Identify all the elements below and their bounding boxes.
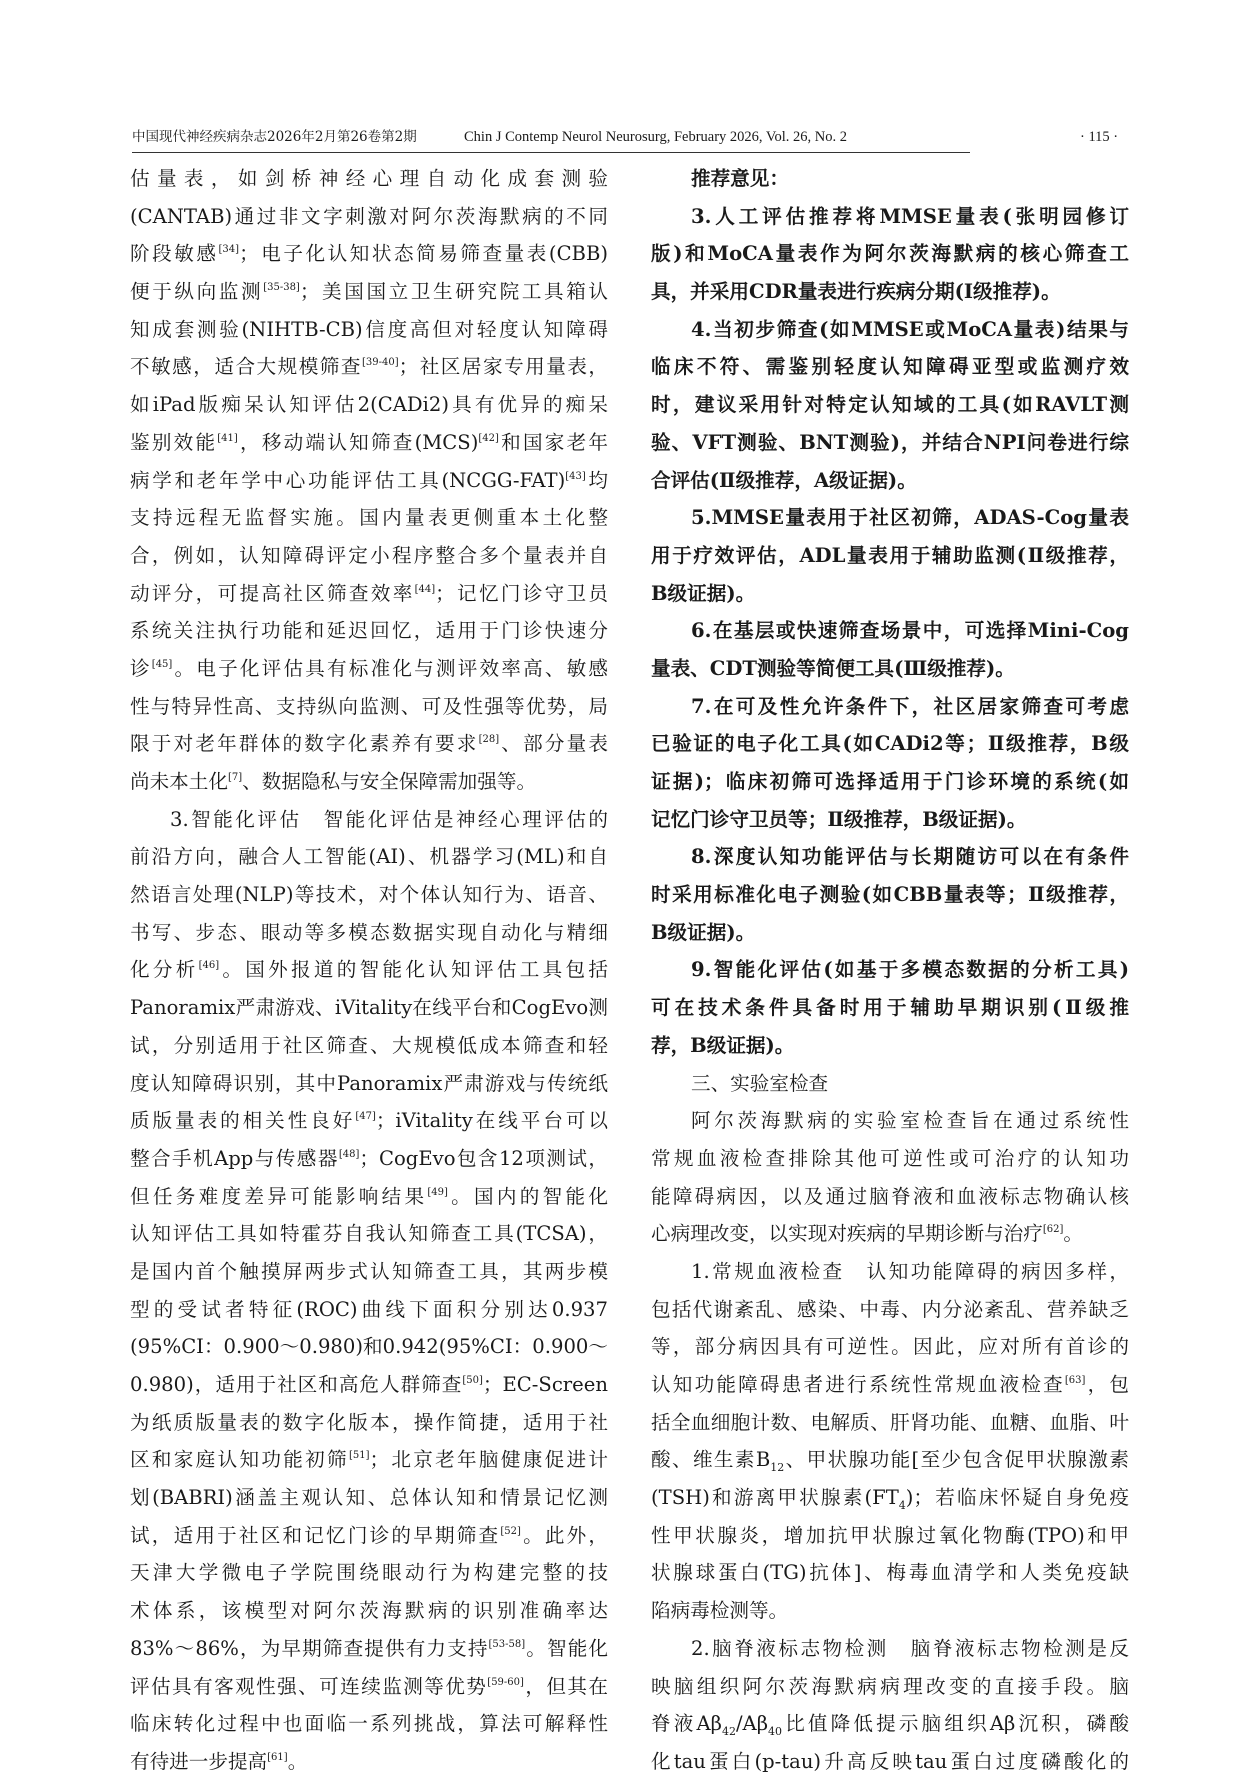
- text-segment: 。电子化评估具有标准化与测评效率高、敏感: [172, 656, 608, 680]
- text-segment: 具，并采用CDR量表进行疾病分期(Ⅰ级推荐)。: [651, 280, 1061, 304]
- text-segment: 1.常规血液检查 认知功能障碍的病因多样，: [691, 1259, 1129, 1283]
- text-line: [651, 235, 1129, 273]
- text-line: [130, 273, 608, 311]
- text-segment: 阶段敏感: [130, 242, 219, 266]
- page-number: · 115 ·: [1080, 129, 1119, 145]
- text-segment: ，但其在: [523, 1674, 608, 1698]
- citation-ref: [28]: [478, 734, 500, 746]
- text-segment: B级证据)。: [651, 920, 756, 944]
- text-line: [130, 688, 608, 726]
- subscript: 42: [721, 1725, 736, 1739]
- text-segment: 时，建议采用针对特定认知域的工具(如RAVLT测: [651, 393, 1129, 417]
- text-segment: 性与特异性高、支持纵向监测、可及性强等优势，局: [130, 694, 608, 718]
- text-segment: 化分析: [130, 958, 199, 982]
- text-segment: 等，部分病因具有可逆性。因此，应对所有首诊的: [651, 1335, 1129, 1359]
- text-segment: 估量表，如剑桥神经心理自动化成套测验: [130, 167, 608, 190]
- text-segment: (CANTAB)通过非文字刺激对阿尔茨海默病的不同: [130, 204, 608, 228]
- citation-ref: [44]: [414, 583, 436, 595]
- text-segment: 括全血细胞计数、电解质、肝肾功能、血糖、血脂、叶: [651, 1410, 1129, 1434]
- text-segment: 能障碍病因，以及通过脑脊液和血液标志物确认核: [651, 1184, 1129, 1208]
- text-segment: Panoramix严肃游戏、iVitality在线平台和CogEvo测: [130, 996, 608, 1020]
- text-line: [130, 1215, 608, 1253]
- text-segment: 便于纵向监测: [130, 280, 264, 304]
- citation-ref: [42]: [478, 432, 499, 444]
- text-segment: 限于对老年群体的数字化素养有要求: [130, 732, 479, 756]
- text-line: [130, 1065, 608, 1103]
- text-line: [130, 1743, 608, 1781]
- text-line: [130, 1630, 608, 1668]
- text-line: [130, 1102, 608, 1140]
- text-line: [130, 838, 608, 876]
- text-segment: 是国内首个触摸屏两步式认知筛查工具，其两步模: [130, 1259, 608, 1283]
- subscript: 40: [768, 1725, 783, 1739]
- text-line: [651, 1517, 1129, 1555]
- text-segment: 2.脑脊液标志物检测 脑脊液标志物检测是反: [691, 1636, 1129, 1660]
- text-line: [651, 499, 1129, 537]
- text-line: [651, 612, 1129, 650]
- text-line: [651, 1291, 1129, 1329]
- text-segment: 化tau蛋白(p-tau)升高反映tau蛋白过度磷酸化的: [651, 1749, 1129, 1773]
- text-segment: 不敏感，适合大规模筛查: [130, 355, 362, 379]
- text-segment: 阿尔茨海默病的实验室检查旨在通过系统性: [691, 1109, 1129, 1133]
- text-segment: 包括代谢紊乱、感染、中毒、内分泌紊乱、营养缺乏: [651, 1297, 1129, 1321]
- text-line: [130, 348, 608, 386]
- text-line: [651, 725, 1129, 763]
- text-line: [130, 1517, 608, 1555]
- text-line: [651, 989, 1129, 1027]
- text-segment: 酸、维生素B: [651, 1448, 771, 1472]
- citation-ref: [52]: [500, 1525, 521, 1537]
- journal-title-cn: 中国现代神经疾病杂志2026年2月第26卷第2期: [132, 129, 417, 145]
- text-segment: 3.智能化评估 智能化评估是神经心理评估的: [170, 807, 608, 831]
- text-line: [651, 1404, 1129, 1442]
- text-segment: 鉴别效能: [130, 430, 218, 454]
- text-line: [130, 462, 608, 500]
- text-segment: 4.当初步筛查(如MMSE或MoCA量表)结果与: [691, 317, 1129, 341]
- text-line: [130, 1705, 608, 1743]
- header-rule: [132, 152, 970, 153]
- text-line: [130, 951, 608, 989]
- text-segment: 5.MMSE量表用于社区初筛，ADAS-Cog量表: [691, 506, 1129, 530]
- text-segment: ，包: [1085, 1373, 1129, 1396]
- text-line: [130, 763, 608, 801]
- text-segment: ；社区居家专用量表，: [398, 355, 608, 379]
- text-line: [130, 612, 608, 650]
- text-segment: 然语言处理(NLP)等技术，对个体认知行为、语音、: [130, 883, 608, 907]
- text-line: [130, 499, 608, 537]
- citation-ref: [45]: [151, 658, 173, 670]
- citation-ref: [41]: [217, 432, 238, 444]
- text-segment: 评估具有客观性强、可连续监测等优势: [130, 1674, 488, 1698]
- text-segment: 三、实验室检查: [691, 1071, 829, 1095]
- text-line: [651, 688, 1129, 726]
- text-segment: 83%～86%，为早期筛查提供有力支持: [130, 1636, 489, 1660]
- citation-ref: [39-40]: [361, 357, 399, 369]
- text-line: [651, 1027, 1129, 1065]
- text-segment: 术体系，该模型对阿尔茨海默病的识别准确率达: [130, 1599, 608, 1623]
- text-line: [651, 1253, 1129, 1291]
- text-line: [130, 801, 608, 839]
- text-line: [651, 462, 1129, 500]
- text-segment: 认知功能障碍患者进行系统性常规血液检查: [651, 1373, 1065, 1396]
- text-line: [651, 1705, 1129, 1743]
- text-segment: 质版量表的相关性良好: [130, 1109, 356, 1133]
- text-line: [130, 914, 608, 952]
- text-line: [651, 1743, 1129, 1781]
- text-segment: 试，适用于社区和记忆门诊的早期筛查: [130, 1523, 501, 1547]
- text-line: [651, 273, 1129, 311]
- text-segment: 尚未本土化: [130, 770, 228, 793]
- text-line: [130, 1479, 608, 1517]
- text-line: [651, 1065, 1129, 1103]
- citation-ref: [34]: [218, 244, 240, 256]
- text-line: [130, 424, 608, 462]
- text-line: [130, 1140, 608, 1178]
- text-line: [651, 575, 1129, 613]
- text-segment: 记忆门诊守卫员等；Ⅱ级推荐，B级证据)。: [651, 807, 1027, 831]
- text-segment: 映脑组织阿尔茨海默病病理改变的直接手段。脑: [651, 1674, 1129, 1698]
- text-line: [651, 1102, 1129, 1140]
- text-line: [651, 424, 1129, 462]
- text-segment: 天津大学微电子学院围绕眼动行为构建完整的技: [130, 1561, 608, 1585]
- text-line: [651, 311, 1129, 349]
- text-line: [130, 1253, 608, 1291]
- text-segment: 荐，B级证据)。: [651, 1033, 795, 1057]
- text-segment: (95%CI：0.900～0.980)和0.942(95%CI：0.900～: [130, 1335, 608, 1359]
- text-line: [130, 575, 608, 613]
- subscript: 4: [898, 1498, 906, 1512]
- text-line: [651, 198, 1129, 236]
- text-segment: 0.980)，适用于社区和高危人群筛查: [130, 1373, 463, 1396]
- text-line: [130, 1027, 608, 1065]
- text-segment: 划(BABRI)涵盖主观认知、总体认知和情景记忆测: [130, 1486, 608, 1510]
- text-line: [130, 1291, 608, 1329]
- text-segment: 。: [287, 1749, 308, 1773]
- text-line: [651, 1328, 1129, 1366]
- citation-ref: [63]: [1064, 1375, 1086, 1386]
- text-line: [651, 763, 1129, 801]
- text-line: [130, 1366, 608, 1404]
- text-segment: 合，例如，认知障碍评定小程序整合多个量表并自: [130, 543, 608, 567]
- text-line: [130, 198, 608, 236]
- text-segment: 、甲状腺功能[至少包含促甲状腺激素: [784, 1448, 1129, 1472]
- text-segment: 心病理改变，以实现对疾病的早期诊断与治疗: [651, 1222, 1043, 1246]
- text-line: [130, 1178, 608, 1216]
- text-segment: 。国外报道的智能化认知评估工具包括: [219, 958, 608, 982]
- text-segment: 知成套测验(NIHTB-CB)信度高但对轻度认知障碍: [130, 317, 608, 341]
- text-line: [130, 537, 608, 575]
- text-segment: 区和家庭认知功能初筛: [130, 1448, 349, 1472]
- text-line: [651, 1554, 1129, 1592]
- text-line: [651, 1630, 1129, 1668]
- text-line: [130, 1404, 608, 1442]
- subscript: 12: [770, 1461, 785, 1475]
- text-segment: 但任务难度差异可能影响结果: [130, 1184, 428, 1208]
- text-line: [130, 989, 608, 1027]
- text-line: [651, 386, 1129, 424]
- text-segment: 整合手机App与传感器: [130, 1146, 339, 1170]
- text-line: [651, 1366, 1129, 1404]
- text-segment: 6.在基层或快速筛查场景中，可选择Mini-Cog: [691, 619, 1129, 643]
- text-line: [130, 1592, 608, 1630]
- text-line: [651, 160, 1129, 198]
- text-segment: ；iVitality在线平台可以: [375, 1109, 608, 1133]
- text-segment: 病学和老年学中心功能评估工具(NCGG-FAT): [130, 468, 566, 492]
- text-segment: 3.人工评估推荐将MMSE量表(张明园修订: [691, 204, 1129, 228]
- text-segment: 和国家老年: [498, 430, 608, 454]
- text-segment: 。此外，: [520, 1523, 608, 1547]
- text-line: [130, 1441, 608, 1479]
- text-line: [651, 537, 1129, 575]
- text-line: [651, 914, 1129, 952]
- text-line: [651, 1668, 1129, 1706]
- text-segment: 如iPad版痴呆认知评估2(CADi2)具有优异的痴呆: [130, 393, 608, 417]
- citation-ref: [43]: [565, 470, 586, 482]
- text-segment: 版)和MoCA量表作为阿尔茨海默病的核心筛查工: [651, 242, 1129, 266]
- text-segment: 诊: [130, 656, 152, 680]
- citation-ref: [48]: [338, 1148, 360, 1160]
- text-line: [651, 1479, 1129, 1517]
- text-line: [130, 386, 608, 424]
- text-segment: ；EC-Screen: [482, 1373, 608, 1396]
- citation-ref: [62]: [1042, 1224, 1064, 1236]
- text-line: [651, 1592, 1129, 1630]
- text-line: [130, 160, 608, 198]
- text-segment: 验、VFT测验、BNT测验)，并结合NPI问卷进行综: [651, 430, 1129, 454]
- citation-ref: [7]: [227, 772, 243, 783]
- text-segment: 、数据隐私与安全保障需加强等。: [242, 770, 537, 793]
- citation-ref: [46]: [198, 960, 220, 972]
- text-segment: ；美国国立卫生研究院工具箱认: [299, 280, 608, 304]
- text-segment: B级证据)。: [651, 581, 756, 605]
- right-column: [651, 160, 1129, 1781]
- citation-ref: [59-60]: [487, 1676, 524, 1688]
- text-segment: 脊液Aβ: [651, 1712, 722, 1736]
- text-segment: ，移动端认知筛查(MCS): [237, 430, 479, 454]
- text-segment: 系统关注执行功能和延迟回忆，适用于门诊快速分: [130, 619, 608, 643]
- citation-ref: [51]: [348, 1450, 370, 1462]
- text-line: [130, 235, 608, 273]
- text-line: [651, 801, 1129, 839]
- text-segment: ；记忆门诊守卫员: [435, 581, 608, 605]
- text-segment: /Aβ: [735, 1712, 769, 1736]
- text-segment: 有待进一步提高: [130, 1749, 268, 1773]
- text-line: [130, 876, 608, 914]
- text-segment: 临床不符、需鉴别轻度认知障碍亚型或监测疗效: [651, 355, 1129, 379]
- text-line: [651, 1215, 1129, 1253]
- text-segment: 性甲状腺炎，增加抗甲状腺过氧化物酶(TPO)和甲: [651, 1523, 1129, 1547]
- text-segment: 试，分别适用于社区筛查、大规模低成本筛查和轻: [130, 1033, 608, 1057]
- text-segment: 。: [1063, 1222, 1083, 1246]
- text-segment: ；电子化认知状态简易筛查量表(CBB): [239, 242, 608, 266]
- text-line: [130, 1328, 608, 1366]
- text-line: [130, 725, 608, 763]
- text-line: [651, 876, 1129, 914]
- text-segment: 认知评估工具如特霍芬自我认知筛查工具(TCSA)，: [130, 1222, 608, 1246]
- text-line: [130, 650, 608, 688]
- citation-ref: [50]: [462, 1375, 483, 1386]
- text-segment: 9.智能化评估(如基于多模态数据的分析工具): [691, 958, 1129, 982]
- text-line: [651, 348, 1129, 386]
- left-column: [130, 160, 608, 1781]
- citation-ref: [61]: [267, 1751, 288, 1763]
- citation-ref: [53-58]: [488, 1638, 526, 1650]
- text-segment: 时采用标准化电子测验(如CBB量表等；Ⅱ级推荐，: [651, 883, 1129, 907]
- text-segment: 7.在可及性允许条件下，社区居家筛查可考虑: [691, 694, 1129, 718]
- text-line: [130, 1554, 608, 1592]
- text-segment: 合评估(Ⅱ级推荐，A级证据)。: [651, 468, 917, 492]
- text-segment: 证据)；临床初筛可选择适用于门诊环境的系统(如: [651, 770, 1129, 793]
- journal-title-en: Chin J Contemp Neurol Neurosurg, February 2026, Vol. 26, No. 2: [464, 129, 848, 145]
- text-segment: 可在技术条件具备时用于辅助早期识别(Ⅱ级推: [651, 996, 1129, 1020]
- text-line: [651, 951, 1129, 989]
- text-line: [651, 1441, 1129, 1479]
- citation-ref: [47]: [355, 1111, 376, 1123]
- text-segment: 。智能化: [525, 1636, 608, 1660]
- text-segment: 陷病毒检测等。: [651, 1599, 789, 1623]
- text-line: [651, 838, 1129, 876]
- text-segment: 已验证的电子化工具(如CADi2等；Ⅱ级推荐，B级: [651, 732, 1129, 756]
- citation-ref: [49]: [427, 1186, 448, 1198]
- text-line: [651, 1178, 1129, 1216]
- text-line: [130, 1668, 608, 1706]
- running-header: [132, 124, 1137, 154]
- text-segment: (TSH)和游离甲状腺素(FT: [651, 1486, 899, 1510]
- text-segment: 推荐意见：: [691, 167, 789, 190]
- text-line: [651, 650, 1129, 688]
- text-segment: 为纸质版量表的数字化版本，操作简捷，适用于社: [130, 1410, 608, 1434]
- text-segment: 8.深度认知功能评估与长期随访可以在有条件: [691, 845, 1129, 869]
- text-segment: 量表、CDT测验等简便工具(Ⅲ级推荐)。: [651, 656, 1015, 680]
- text-line: [130, 311, 608, 349]
- text-segment: ；CogEvo包含12项测试，: [359, 1146, 608, 1170]
- text-segment: 动评分，可提高社区筛查效率: [130, 581, 415, 605]
- text-segment: ；北京老年脑健康促进计: [369, 1448, 608, 1472]
- text-segment: 书写、步态、眼动等多模态数据实现自动化与精细: [130, 920, 608, 944]
- text-segment: 。国内的智能化: [447, 1184, 608, 1208]
- text-segment: 均: [585, 468, 608, 492]
- text-line: [651, 1140, 1129, 1178]
- citation-ref: [35-38]: [263, 282, 300, 294]
- text-segment: 、部分量表: [499, 732, 608, 756]
- text-segment: 状腺球蛋白(TG)抗体]、梅毒血清学和人类免疫缺: [651, 1561, 1129, 1585]
- text-segment: )；若临床怀疑自身免疫: [905, 1486, 1129, 1510]
- text-segment: 临床转化过程中也面临一系列挑战，算法可解释性: [130, 1712, 608, 1736]
- text-segment: 前沿方向，融合人工智能(AI)、机器学习(ML)和自: [130, 845, 608, 869]
- text-segment: 型的受试者特征(ROC)曲线下面积分别达0.937: [130, 1297, 608, 1321]
- text-segment: 度认知障碍识别，其中Panoramix严肃游戏与传统纸: [130, 1071, 608, 1095]
- text-segment: 支持远程无监督实施。国内量表更侧重本土化整: [130, 506, 608, 530]
- text-segment: 用于疗效评估，ADL量表用于辅助监测(Ⅱ级推荐，: [651, 543, 1129, 567]
- text-segment: 常规血液检查排除其他可逆性或可治疗的认知功: [651, 1146, 1129, 1170]
- text-segment: 比值降低提示脑组织Aβ沉积，磷酸: [782, 1712, 1129, 1736]
